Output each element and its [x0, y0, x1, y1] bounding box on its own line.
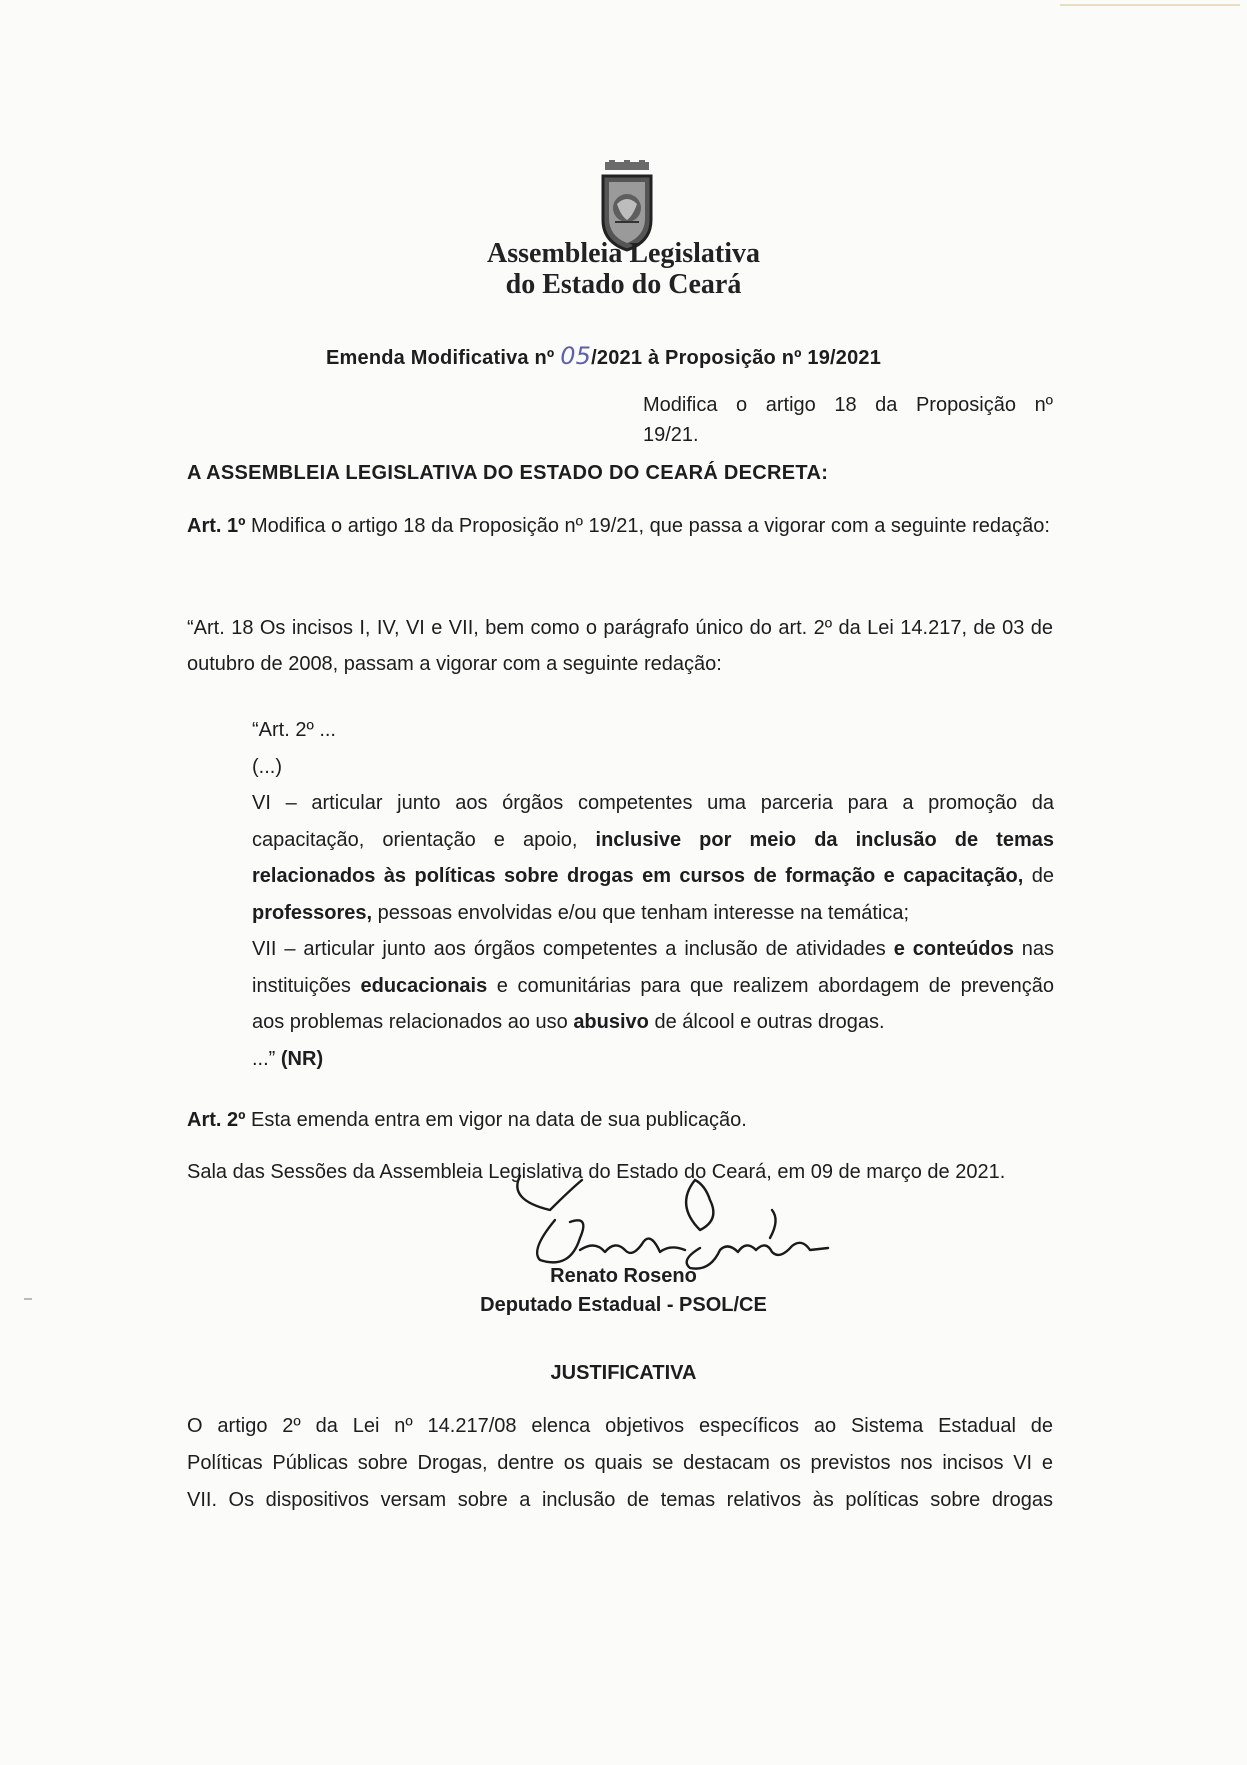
inciso-vi-text-e: pessoas envolvidas e/ou que tenham interesse na temática;	[372, 901, 910, 924]
inciso-vii-text-e: e comunitárias para que realizem abordagem de prevenção aos problemas relacionados ao uso	[252, 974, 1054, 1033]
justification-text	[187, 1408, 1053, 1519]
handwritten-signature	[510, 1160, 830, 1280]
ementa	[643, 390, 1053, 450]
ementa-line-1: Modifica o artigo 18 da Proposição nº	[643, 394, 1053, 416]
inciso-vii-bold-b: e conteúdos	[893, 938, 1014, 960]
article-2-text: Esta emenda entra em vigor na data de sua publicação.	[245, 1109, 747, 1131]
inciso-vii-text-c: nas instituições	[252, 938, 1054, 997]
inciso-vii-bold-d: educacionais	[360, 974, 488, 997]
justification-heading: JUSTIFICATIVA	[550, 1362, 697, 1384]
quote-closing	[252, 1041, 1054, 1078]
quote-nr-label: (NR)	[275, 1047, 324, 1070]
article-2	[187, 1102, 1053, 1138]
institution-line-1: Assembleia Legislativa	[487, 238, 760, 269]
article-1-label: Art. 1º	[187, 515, 246, 537]
session-place-date: Sala das Sessões da Assembleia Legislativa do Estado do Ceará, em 09 de março de 2021.	[187, 1161, 1006, 1183]
quote-ellipsis: (...)	[252, 755, 282, 778]
institution-line-2: do Estado do Ceará	[505, 269, 742, 300]
quoted-text	[252, 712, 1054, 1077]
enacting-clause: A ASSEMBLEIA LEGISLATIVA DO ESTADO DO CEARÁ DECRETA:	[187, 462, 829, 484]
document-title	[326, 342, 946, 370]
article-2-label: Art. 2º	[187, 1109, 246, 1131]
inciso-vii-bold-f: abusivo	[573, 1011, 649, 1033]
inciso-vii-text-a: VII – articular junto aos órgãos competentes a inclusão de atividades	[252, 938, 894, 960]
inciso-vi	[252, 785, 1054, 931]
inciso-vii-text-g: de álcool e outras drogas.	[648, 1011, 885, 1033]
ementa-line-2: 19/21.	[643, 424, 699, 446]
scan-edge-mark	[1060, 4, 1240, 6]
inciso-vi-text-a: VI – articular junto aos órgãos competentes uma parceria para a promoção da capacitação, orientação e apoio,	[252, 792, 1054, 851]
inciso-vi-bold-d: professores,	[252, 901, 373, 924]
article-1-text: Modifica o artigo 18 da Proposição nº 19/21, que passa a vigorar com a seguinte redação:	[245, 515, 1050, 537]
quote-closing-mark: ...”	[252, 1047, 276, 1070]
inciso-vi-bold-b: inclusive por meio da inclusão de temas relacionados às políticas sobre drogas em cursos de formação e capacitação,	[252, 828, 1054, 887]
title-prefix: Emenda Modificativa nº	[326, 347, 555, 369]
signatory-name: Renato Roseno	[550, 1265, 697, 1287]
handwritten-number: 05	[560, 342, 592, 370]
quote-art-2: “Art. 2º ...	[252, 719, 336, 741]
justification-line-3: VII. Os dispositivos versam sobre a inclusão de temas relativos às políticas sobre drogas	[187, 1489, 1053, 1511]
scan-artifact	[24, 1298, 32, 1300]
inciso-vi-text-c: de	[1023, 865, 1054, 887]
article-18-intro: “Art. 18 Os incisos I, IV, VI e VII, bem como o parágrafo único do art. 2º da Lei 14.217, de 03 de outubro de 2008, passam a vigorar com a seguinte redação:	[187, 617, 1053, 675]
signatory-role: Deputado Estadual - PSOL/CE	[480, 1294, 767, 1316]
title-suffix: /2021 à Proposição nº 19/2021	[591, 347, 882, 369]
inciso-vii	[252, 931, 1054, 1041]
justification-line-2: Políticas Públicas sobre Drogas, dentre os quais se destacam os previstos nos incisos VI e	[187, 1452, 1053, 1474]
article-1	[187, 508, 1053, 544]
justification-line-1: O artigo 2º da Lei nº 14.217/08 elenca objetivos específicos ao Sistema Estadual de	[187, 1415, 1053, 1437]
